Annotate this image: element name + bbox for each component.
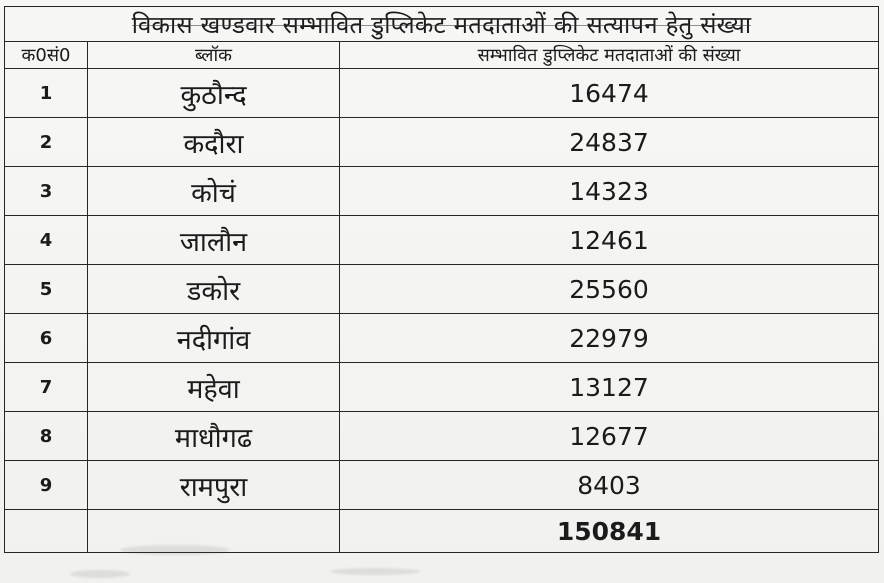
header-row [5, 42, 879, 69]
block-cell: महेवा [88, 363, 340, 412]
block-cell: रामपुरा [88, 461, 340, 510]
block-cell: डकोर [88, 265, 340, 314]
serial-cell: 8 [5, 412, 88, 461]
table-row [5, 412, 879, 461]
duplicate-voters-table [4, 6, 879, 553]
table-title: विकास खण्डवार सम्भावित डुप्लिकेट मतदाताओं की सत्यापन हेतु संख्या [132, 8, 752, 41]
table-title-cell [5, 7, 879, 42]
serial-cell: 1 [5, 69, 88, 118]
count-cell: 8403 [340, 461, 879, 510]
serial-cell: 7 [5, 363, 88, 412]
ink-smudge [70, 570, 130, 578]
count-cell: 16474 [340, 69, 879, 118]
header-count: सम्भावित डुप्लिकेट मतदाताओं की संख्या [340, 42, 879, 69]
table-row [5, 69, 879, 118]
count-cell: 25560 [340, 265, 879, 314]
table-row [5, 265, 879, 314]
block-cell: जालौन [88, 216, 340, 265]
header-block: ब्लॉक [88, 42, 340, 69]
header-serial: क0सं0 [5, 42, 88, 69]
total-serial-cell [5, 510, 88, 553]
block-cell: नदीगांव [88, 314, 340, 363]
count-cell: 24837 [340, 118, 879, 167]
count-cell: 22979 [340, 314, 879, 363]
count-cell: 13127 [340, 363, 879, 412]
ink-smudge [330, 568, 420, 575]
serial-cell: 6 [5, 314, 88, 363]
table-row [5, 118, 879, 167]
table-row [5, 167, 879, 216]
serial-cell: 9 [5, 461, 88, 510]
table-row [5, 314, 879, 363]
count-cell: 12677 [340, 412, 879, 461]
serial-cell: 4 [5, 216, 88, 265]
table-row [5, 363, 879, 412]
serial-cell: 5 [5, 265, 88, 314]
title-row [5, 7, 879, 42]
count-cell: 14323 [340, 167, 879, 216]
block-cell: कोचं [88, 167, 340, 216]
table-row [5, 461, 879, 510]
serial-cell: 3 [5, 167, 88, 216]
count-cell: 12461 [340, 216, 879, 265]
block-cell: कुठौन्द [88, 69, 340, 118]
table-row [5, 216, 879, 265]
block-cell: माधौगढ [88, 412, 340, 461]
ink-smudge [120, 545, 230, 555]
block-cell: कदौरा [88, 118, 340, 167]
serial-cell: 2 [5, 118, 88, 167]
total-count-cell: 150841 [340, 510, 879, 553]
